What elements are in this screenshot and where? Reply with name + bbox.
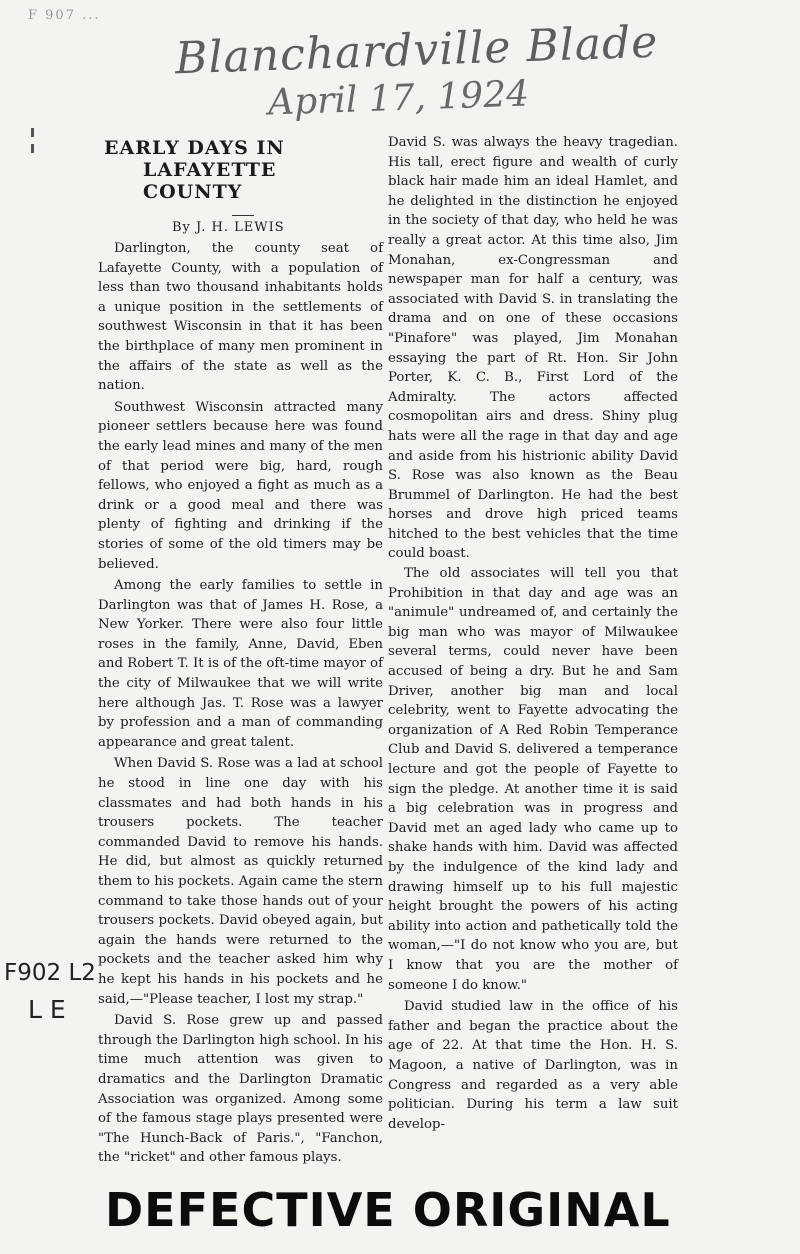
article-column-2 (388, 133, 678, 1134)
paragraph: Among the early families to settle in Darlington was that of James H. Rose, a New Yorker. There were also four little roses in the family, Anne, David, Eben and Robert T. It is of the oft-time mayor of the city of Milwaukee that we will write here although Jas. T. Rose was a lawyer by profession and a man of commanding appearance and great talent. (98, 578, 383, 750)
margin-catalog-code-suffix: L E (28, 995, 66, 1024)
defective-original-stamp: DEFECTIVE ORIGINAL (105, 1183, 671, 1237)
paragraph: When David S. Rose was a lad at school he stood in line one day with his classmates and had both hands in his trousers pockets. The teacher commanded David to remove his hands. He did, but almost as quickly returned them to his pockets. Again came the stern command to take those hands out of your trousers pockets. David obeyed again, but again the hands were returned to the pockets and the teacher asked him why he kept his hands in his pockets and he said,—"Please teacher, I lost my strap." (98, 756, 383, 1007)
margin-tick-mark (31, 128, 34, 137)
margin-tick-mark (31, 144, 34, 153)
byline: By J. H. LEWIS (172, 220, 285, 235)
headline-line-1: EARLY DAYS IN (104, 137, 285, 159)
paragraph: The old associates will tell you that Prohibition in that day and age was an "animule" undreamed of, and certainly the big man who was mayor of Milwaukee several terms, could never have been accused of being a dry. But he and Sam Driver, another big man and local celebrity, went to Fayette advocating the organization of A Red Robin Temperance Club and David S. delivered a temperance lecture and got the people of Fayette to sign the pledge. At another time it is said a big celebration was in progress and David met an aged lady who came up to shake hands with him. David was affected by the indulgence of the kind lady and drawing himself up to his full majestic height brought the powers of his acting ability into action and pathetically told the woman,—"I do not know who you are, but I know that you are the mother of someone I do know." (388, 566, 678, 993)
paragraph: Darlington, the county seat of Lafayette County, with a population of less than two thousand inhabitants holds a unique position in the settlements of southwest Wisconsin in that it has been the birthplace of many men prominent in the affairs of the state as well as the nation. (98, 241, 383, 394)
headline-rule (232, 215, 254, 216)
paragraph: Southwest Wisconsin attracted many pioneer settlers because here was found the early lead mines and many of the men of that period were big, hard, rough fellows, who enjoyed a fight as much as a drink or a good meal and there was plenty of fighting and drinking if the stories of some of the old timers may be believed. (98, 399, 383, 572)
archive-corner-mark: F 907 ... (28, 8, 101, 23)
handwritten-masthead: Blanchardville Blade (174, 16, 660, 85)
headline-line-2: LAFAYETTE COUNTY (143, 159, 277, 203)
margin-catalog-code: F902 L2 (4, 960, 96, 986)
paragraph: David S. Rose grew up and passed through the Darlington high school. In his time much attention was given to dramatics and the Darlington Dramatic Association was organized. Among some of the famous stage plays presented were "The Hunch-Back of Paris.", "Fanchon, the "ricket" and other famous plays. (98, 1013, 383, 1166)
handwritten-date: April 17, 1924 (267, 73, 530, 124)
article-column-1 (98, 137, 383, 1168)
paragraph: David studied law in the office of his father and began the practice about the age of 22. At that time the Hon. H. S. Magoon, a native of Darlington, was in Congress and regarded as a very able politician. During his term a law suit develop- (388, 999, 678, 1132)
paragraph-continued: David S. was always the heavy tragedian. His tall, erect figure and wealth of curly black hair made him an ideal Hamlet, and he delighted in the distinction he enjoyed in the society of that day, who held he was really a great actor. At this time also, Jim Monahan, ex-Congressman and newspaper man for half a century, was associated with David S. in translating the drama and on one of these occasions "Pinafore" was played, Jim Monahan essaying the part of Rt. Hon. Sir John Porter, K. C. B., First Lord of the Admiralty. The actors affected cosmopolitan airs and dress. Shiny plug hats were all the rage in that day and age and aside from his histrionic ability David S. Rose was also known as the Beau Brummel of Darlington. He had the best horses and drove high priced teams hitched to the best vehicles that the time could boast. (388, 135, 678, 562)
